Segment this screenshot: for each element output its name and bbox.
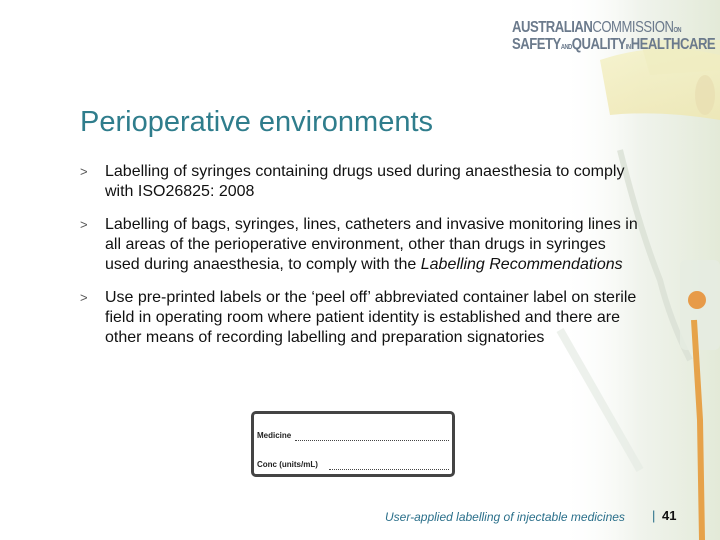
example-medicine-label	[251, 411, 455, 477]
footer-separator: |	[652, 508, 656, 523]
page-number: 41	[662, 508, 677, 523]
organisation-logo	[512, 19, 716, 54]
logo-line-1	[512, 20, 681, 36]
label-field-name: Conc (units/mL)	[257, 460, 318, 469]
logo-text: AUSTRALIAN	[512, 19, 593, 36]
bullet-item	[80, 288, 640, 348]
bullet-text: Use pre-printed labels or the ‘peel off’ abbreviated container label on sterile field in operating room where patient identity is established and there are other means of recording labelling and preparation signatories	[105, 289, 637, 346]
bullet-text: Labelling of syringes containing drugs used during anaesthesia to comply with ISO26825: 2008	[105, 163, 625, 200]
chevron-right-icon: >	[80, 217, 88, 232]
bullet-list	[80, 162, 640, 361]
bullet-item	[80, 162, 640, 202]
bullet-emphasis: Labelling Recommendations	[420, 256, 623, 273]
label-row-medicine	[257, 431, 291, 440]
bullet-item	[80, 215, 640, 275]
logo-text: SAFETY	[512, 36, 561, 53]
logo-text: ON	[673, 27, 682, 34]
logo-text: IN	[625, 44, 631, 51]
dotted-line	[329, 460, 449, 470]
logo-text: COMMISSION	[592, 19, 674, 36]
logo-text: HEALTHCARE	[630, 36, 716, 53]
chevron-right-icon: >	[80, 164, 88, 179]
slide-title: Perioperative environments	[80, 106, 434, 138]
label-row-concentration	[257, 460, 318, 469]
label-field-name: Medicine	[257, 431, 292, 440]
logo-text: QUALITY	[571, 36, 626, 53]
chevron-right-icon: >	[80, 290, 88, 305]
logo-text: AND	[560, 44, 572, 51]
dotted-line	[295, 431, 449, 441]
bullet-text: Labelling of bags, syringes, lines, catheters and invasive monitoring lines in all areas of the perioperative environment, other than drugs in syringes used during anaesthesia, to comply with the	[105, 216, 638, 273]
logo-line-2	[512, 37, 715, 53]
footer-text: User-applied labelling of injectable medicines	[385, 510, 625, 524]
